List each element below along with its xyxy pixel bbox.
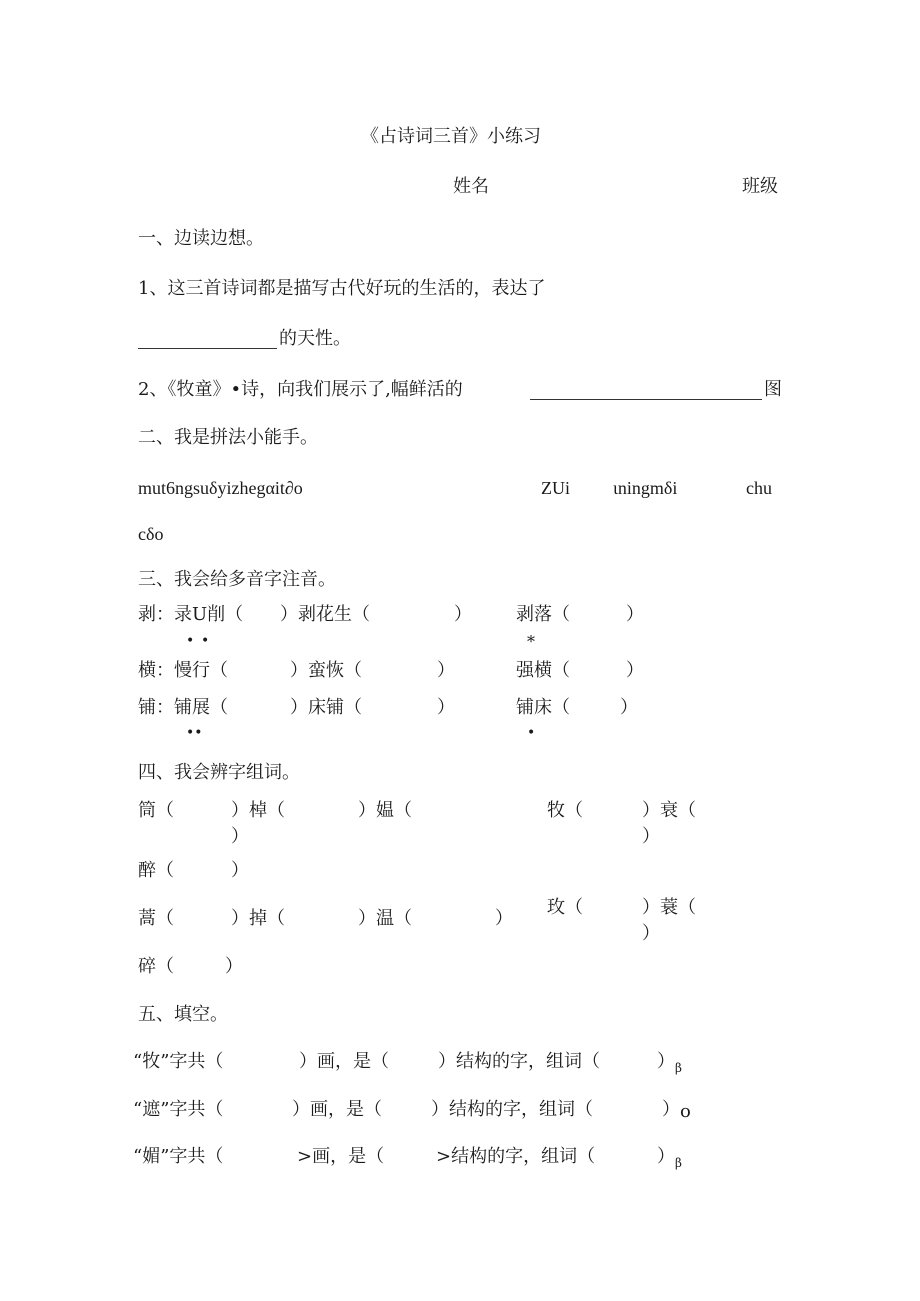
s5-l3-d: ） (657, 1146, 675, 1167)
pinyin-item: chu (746, 478, 772, 498)
s5-l1-c: ）结构的字，组词（ (438, 1051, 600, 1072)
s4-r2b-a: 碎（ (138, 956, 174, 977)
s1-q2-blank[interactable] (530, 399, 762, 400)
s5-l1-end: β (675, 1061, 682, 1075)
s3-r3-a: 铺：铺展（ (138, 697, 228, 718)
pinyin-item: ιningmδi (613, 478, 678, 498)
s4-r1-e: ）衰（ (642, 800, 696, 821)
dot-mark: •• (186, 725, 203, 741)
s4-r1-d: 牧（ (547, 800, 583, 821)
page-title: 《占诗词三首》小练习 (361, 126, 541, 147)
pinyin-item: cδo (138, 524, 164, 544)
pinyin-item: ZUi (541, 478, 570, 498)
s1-q1-text: 1、这三首诗词都是描写古代好玩的生活的，表达了 (138, 278, 546, 299)
section-5-heading: 五、填空。 (138, 1004, 228, 1025)
name-label: 姓名 (453, 176, 489, 197)
s5-l3-c: >结构的字，组词（ (436, 1146, 596, 1167)
s4-r2-c: ）温（ (358, 908, 412, 929)
s5-l1-a: “牧”字共（ (133, 1051, 224, 1072)
s3-r2-a: 横：慢行（ (138, 660, 228, 681)
s4-r2b-b: ） (225, 956, 243, 977)
s5-l2-b: ）画，是（ (292, 1099, 382, 1120)
s3-r3-c: ） (437, 697, 455, 718)
s4-r2-a: 蒿（ (138, 908, 174, 929)
section-1-heading: 一、边读边想。 (138, 228, 264, 249)
s5-l2-end: o (680, 1101, 691, 1122)
s5-l2-a: “遮”字共（ (133, 1099, 224, 1120)
section-3-heading: 三、我会给多音字注音。 (138, 569, 336, 590)
s3-r3-e: ） (620, 697, 638, 718)
dot-mark: • (186, 633, 195, 649)
s3-r2-d: 强横（ (516, 660, 570, 681)
dot-mark: • (527, 725, 536, 741)
s5-l2-d: ） (662, 1099, 680, 1120)
s4-r1b-a: 醉（ (138, 860, 174, 881)
s4-r2-g: ） (642, 923, 660, 944)
s4-r1-a: 筒（ (138, 800, 174, 821)
s3-r3-d: 铺床（ (516, 697, 570, 718)
s3-r2-c: ） (437, 660, 455, 681)
s1-q2-text: 2、《牧童》•诗，向我们展示了,幅鲜活的 (138, 379, 463, 400)
s3-r2-b: ）蛮恢（ (290, 660, 362, 681)
s4-r2-d: ） (495, 908, 513, 929)
class-label: 班级 (742, 176, 778, 197)
s4-r1-close-left: ） (231, 826, 249, 847)
s4-r1-close-right: ） (642, 826, 660, 847)
s1-q1-blank[interactable] (138, 348, 277, 349)
s4-r2-f: ）蓑（ (642, 897, 696, 918)
section-4-heading: 四、我会辨字组词。 (138, 762, 300, 783)
s5-l2-c: ）结构的字，组词（ (431, 1099, 593, 1120)
s5-l3-a: “媚”字共（ (133, 1146, 224, 1167)
s4-r2-b: ）掉（ (231, 908, 285, 929)
s4-r1-b: ）棹（ (231, 800, 285, 821)
s4-r1-c: ）媪（ (358, 800, 412, 821)
s4-r2-e: 玫（ (547, 897, 583, 918)
s3-r1-d: 剥落（ (516, 604, 570, 625)
s3-r1-e: ） (626, 604, 644, 625)
s3-r1-c: ） (454, 604, 472, 625)
s5-l3-end: β (675, 1156, 682, 1170)
s3-r3-b: ）床铺（ (290, 697, 362, 718)
s3-r1-a: 剥：录U削（ (138, 604, 244, 625)
s3-r1-b: ）剥花生（ (280, 604, 370, 625)
s5-l3-b: >画，是（ (297, 1146, 385, 1167)
s3-r2-e: ） (626, 660, 644, 681)
pinyin-item: mut6ngsuδyizhegαit∂o (138, 478, 303, 498)
section-2-heading: 二、我是拼法小能手。 (138, 427, 318, 448)
asterisk-mark: * (527, 632, 535, 651)
s5-l1-b: ）画，是（ (299, 1051, 389, 1072)
s1-q1-suffix: 的天性。 (279, 328, 351, 349)
dot-mark: • (201, 633, 210, 649)
s1-q2-suffix: 图 (764, 379, 782, 400)
s5-l1-d: ） (657, 1051, 675, 1072)
s4-r1b-b: ） (231, 860, 249, 881)
